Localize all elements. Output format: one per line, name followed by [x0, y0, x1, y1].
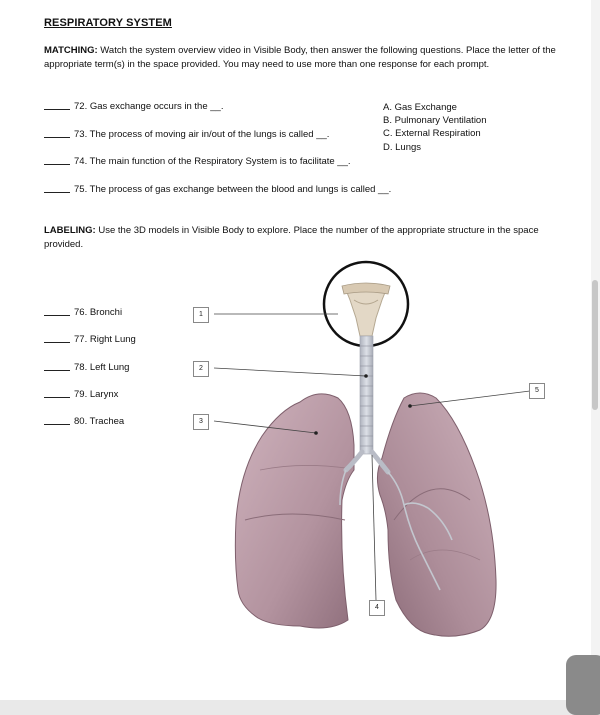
option-b: B. Pulmonary Ventilation — [383, 115, 487, 126]
label-item-76: 76. Bronchi — [44, 307, 122, 318]
label-item-77: 77. Right Lung — [44, 334, 136, 345]
question-73: 73. The process of moving air in/out of the lungs is called __. — [44, 129, 329, 140]
label-item-78: 78. Left Lung — [44, 362, 129, 373]
epiglottis-shape — [342, 283, 390, 294]
option-d: D. Lungs — [383, 142, 422, 153]
matching-text: Watch the system overview video in Visible Body, then answer the following questions. Place the letter of the appropriate term(s) in the space provided. You may need to use more than one response for each prompt. — [44, 45, 556, 70]
question-72: 72. Gas exchange occurs in the __. — [44, 101, 223, 112]
vertical-scrollbar[interactable] — [591, 0, 600, 700]
marker-box-5: 5 — [529, 383, 545, 399]
labeling-text: Use the 3D models in Visible Body to explore. Place the number of the appropriate structure in the space provided. — [44, 225, 539, 250]
corner-widget[interactable] — [566, 655, 600, 715]
option-a: A. Gas Exchange — [383, 102, 457, 113]
option-c: C. External Respiration — [383, 128, 481, 139]
label-item-79: 79. Larynx — [44, 389, 118, 400]
marker-box-3: 3 — [193, 414, 209, 430]
scrollbar-thumb[interactable] — [592, 280, 598, 410]
labeling-label: LABELING: — [44, 225, 96, 236]
matching-label: MATCHING: — [44, 45, 98, 56]
question-74: 74. The main function of the Respiratory System is to facilitate __. — [44, 156, 351, 167]
label-item-80: 80. Trachea — [44, 416, 124, 427]
question-75: 75. The process of gas exchange between the blood and lungs is called __. — [44, 184, 391, 195]
page-title: RESPIRATORY SYSTEM — [44, 17, 172, 29]
marker-box-2: 2 — [193, 361, 209, 377]
marker-box-1: 1 — [193, 307, 209, 323]
marker-box-4: 4 — [369, 600, 385, 616]
right-lung-shape — [235, 394, 354, 628]
